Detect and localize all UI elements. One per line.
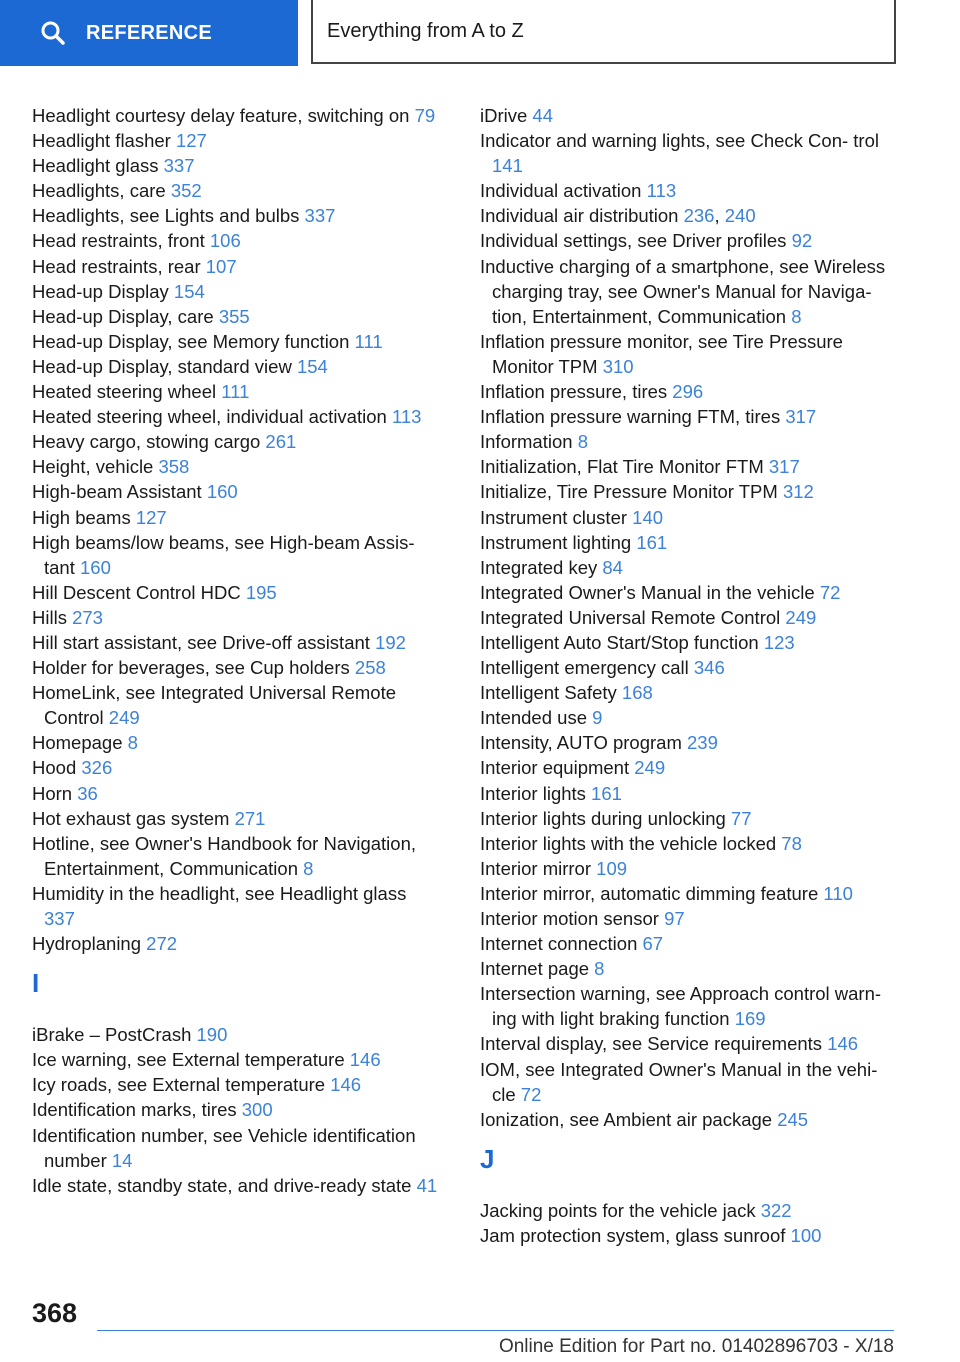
- index-entry-term: Indicator and warning lights, see Check Con- trol: [480, 130, 879, 152]
- index-entry: [32, 931, 442, 956]
- page-link[interactable]: 110: [823, 882, 853, 904]
- index-entry: Individual air distribution 236, 240: [480, 205, 756, 227]
- page-link[interactable]: 352: [170, 180, 202, 202]
- page-link[interactable]: 245: [777, 1108, 809, 1130]
- index-entry: [32, 479, 442, 504]
- index-entry: [480, 781, 900, 806]
- page-link[interactable]: 36: [77, 782, 98, 804]
- index-entry-term: Information: [480, 431, 578, 453]
- page-link[interactable]: 146: [349, 1049, 381, 1071]
- page-link[interactable]: 249: [108, 707, 140, 729]
- index-entry: [32, 379, 442, 404]
- page-link[interactable]: 337: [163, 155, 195, 177]
- index-entry-term: Icy roads, see External temperature: [32, 1074, 331, 1096]
- index-entry: [32, 203, 442, 228]
- index-entry-term: Heated steering wheel: [32, 381, 222, 403]
- page-link[interactable]: 249: [785, 606, 817, 628]
- index-entry: [32, 279, 442, 304]
- index-column-left: [32, 103, 442, 1198]
- index-entry-term: High beams: [32, 506, 136, 528]
- index-entry: [480, 103, 900, 128]
- index-entry: [480, 1107, 900, 1132]
- index-entry: [480, 956, 900, 981]
- index-entry: [480, 454, 900, 479]
- page-link[interactable]: 127: [135, 506, 167, 528]
- page-link[interactable]: 312: [782, 481, 814, 503]
- page-link[interactable]: 79: [414, 105, 436, 126]
- page-link[interactable]: 169: [734, 1008, 766, 1030]
- index-entry: [32, 103, 442, 128]
- index-entry: [32, 1047, 442, 1072]
- index-entry-term: Identification number, see Vehicle identification number: [32, 1124, 416, 1171]
- page-link[interactable]: 44: [532, 105, 553, 126]
- index-entry: [480, 806, 900, 831]
- index-entry-term: Instrument cluster: [480, 506, 633, 528]
- chapter-title: Everything from A to Z: [311, 0, 896, 64]
- index-entry-term: Intersection warning, see Approach control warn- ing with light braking function: [480, 983, 882, 1030]
- index-entry-term: Hydroplaning: [32, 933, 147, 955]
- page-link[interactable]: 239: [687, 732, 718, 754]
- index-entry-term: Interior mirror: [480, 857, 597, 879]
- page-link[interactable]: 109: [596, 857, 628, 879]
- index-entry: [32, 254, 442, 279]
- index-entry-term: Interior motion sensor: [480, 908, 665, 929]
- index-entry-term: Horn: [32, 782, 78, 804]
- index-entry: [32, 605, 442, 630]
- index-entry: [32, 153, 442, 178]
- index-entry: [32, 228, 442, 253]
- page-link[interactable]: 141: [492, 155, 523, 177]
- page-link[interactable]: 160: [206, 481, 238, 503]
- index-entry: [480, 254, 900, 329]
- index-entry: [480, 931, 900, 956]
- reference-tab[interactable]: [0, 0, 298, 66]
- index-entry: [480, 655, 900, 680]
- index-entry-term: Integrated Owner's Manual in the vehicle: [480, 581, 820, 603]
- page-link[interactable]: 77: [730, 807, 752, 829]
- page-link[interactable]: 72: [819, 581, 841, 603]
- page-link[interactable]: 106: [209, 230, 241, 252]
- page-link[interactable]: 161: [591, 782, 622, 804]
- page-link[interactable]: 317: [785, 406, 817, 428]
- page-link[interactable]: 337: [304, 205, 336, 227]
- page-link[interactable]: 358: [158, 456, 190, 478]
- index-entry-term: Hill start assistant, see Drive-off assistant: [32, 631, 376, 653]
- index-entry-term: Hood: [32, 757, 82, 779]
- index-entry-term: Head restraints, rear: [32, 255, 206, 277]
- edition-footer: Online Edition for Part no. 01402896703 - X/18: [498, 1336, 894, 1357]
- index-entry: [32, 454, 442, 479]
- index-entry: [32, 806, 442, 831]
- page-link[interactable]: 296: [672, 381, 704, 403]
- page-link[interactable]: 146: [827, 1033, 859, 1055]
- index-entry-term: Hot exhaust gas system: [32, 807, 235, 829]
- page-link[interactable]: 258: [354, 657, 386, 679]
- index-entry: [480, 981, 900, 1031]
- index-entry: [32, 178, 442, 203]
- index-entry: [32, 329, 442, 354]
- page-link[interactable]: 146: [330, 1074, 362, 1096]
- index-entry: [480, 705, 900, 730]
- index-entry: [480, 1223, 900, 1248]
- index-entry: [32, 530, 442, 580]
- index-entry-term: Headlight flasher: [32, 130, 176, 152]
- index-entry: [480, 404, 900, 429]
- page-link[interactable]: 190: [196, 1024, 228, 1046]
- index-entry: [32, 354, 442, 379]
- index-entry: [32, 655, 442, 680]
- index-entry: [32, 404, 442, 429]
- index-entry: [32, 1022, 442, 1047]
- index-entry-term: High-beam Assistant: [32, 481, 207, 503]
- index-entry: [480, 1031, 900, 1056]
- index-entry-term: Identification marks, tires: [32, 1099, 242, 1121]
- index-letter-heading: J: [480, 1143, 495, 1174]
- index-entry-term: Intelligent Safety: [480, 682, 622, 704]
- page-link[interactable]: 236: [683, 205, 715, 227]
- index-entry-term: Interior lights during unlocking: [480, 807, 731, 829]
- index-entry-term: Ice warning, see External temperature: [32, 1049, 350, 1071]
- index-entry: [32, 781, 442, 806]
- index-entry: [480, 881, 900, 906]
- page-link[interactable]: 249: [634, 757, 666, 779]
- page-link[interactable]: 8: [594, 958, 605, 980]
- index-letter-heading: I: [32, 968, 40, 999]
- index-entry-term: Head-up Display, see Memory function: [32, 330, 355, 352]
- page-link[interactable]: 273: [72, 606, 103, 628]
- index-entry: [480, 1198, 900, 1223]
- page-link[interactable]: 192: [375, 631, 406, 653]
- page-link[interactable]: 9: [592, 707, 603, 729]
- index-entry-term: Jacking points for the vehicle jack: [480, 1199, 761, 1221]
- page-link[interactable]: 154: [173, 280, 205, 302]
- page-link[interactable]: 41: [416, 1174, 438, 1196]
- page-link[interactable]: 127: [175, 130, 207, 152]
- index-entry: [32, 505, 442, 530]
- page-link[interactable]: 272: [146, 933, 178, 955]
- page-link[interactable]: 310: [602, 355, 634, 377]
- index-column-right: [480, 103, 900, 1248]
- index-entry-term: Interval display, see Service requirements: [480, 1033, 828, 1055]
- index-entry: [32, 580, 442, 605]
- index-entry-term: iBrake – PostCrash: [32, 1024, 197, 1046]
- index-entry-term: Humidity in the headlight, see Headlight glass: [32, 882, 407, 904]
- index-entry: [480, 479, 900, 504]
- page-link[interactable]: 317: [768, 456, 800, 478]
- index-entry-term: Hotline, see Owner's Handbook for Navigation, Entertainment, Communication: [32, 832, 417, 879]
- index-entry-term: Initialization, Flat Tire Monitor FTM: [480, 456, 769, 478]
- index-entry-term: Homepage: [32, 732, 128, 754]
- index-entry: [480, 329, 900, 379]
- index-entry: [32, 429, 442, 454]
- page-link[interactable]: 346: [693, 657, 725, 679]
- index-entry: [480, 831, 900, 856]
- index-entry-term: Individual activation: [480, 180, 647, 202]
- index-entry-term: Initialize, Tire Pressure Monitor TPM: [480, 481, 783, 503]
- page-link[interactable]: 168: [621, 682, 653, 704]
- index-entry: [480, 680, 900, 705]
- index-entry-term: Inductive charging of a smartphone, see Wireless charging tray, see Owner's Manual for Naviga- tion, Entertainment, Communication: [480, 255, 886, 327]
- page-link[interactable]: 8: [303, 857, 314, 879]
- index-entry-term: Internet page: [480, 958, 595, 980]
- page-link[interactable]: 97: [664, 908, 685, 929]
- page-link[interactable]: 100: [790, 1224, 822, 1246]
- index-entry-term: Internet connection: [480, 933, 643, 955]
- page-link[interactable]: 113: [391, 406, 422, 428]
- index-entry-term: Heated steering wheel, individual activation: [32, 406, 392, 428]
- index-entry-term: Head-up Display, care: [32, 305, 219, 327]
- page-link[interactable]: 72: [520, 1083, 542, 1105]
- index-entry: [32, 304, 442, 329]
- index-entry-term: HomeLink, see Integrated Universal Remote Control: [32, 682, 397, 729]
- index-entry: [32, 1097, 442, 1122]
- index-entry: [32, 630, 442, 655]
- page-link[interactable]: 161: [636, 531, 668, 553]
- page-link[interactable]: 326: [81, 757, 113, 779]
- index-entry-term: High beams/low beams, see High-beam Assis- tant: [32, 531, 415, 578]
- index-entry-term: IOM, see Integrated Owner's Manual in the vehi- cle: [480, 1058, 878, 1105]
- page-link[interactable]: 92: [791, 230, 813, 252]
- section-label: REFERENCE: [86, 21, 213, 44]
- index-entry-term: Interior equipment: [480, 757, 635, 779]
- footer-divider: [97, 1330, 894, 1331]
- page-link[interactable]: 322: [760, 1199, 792, 1221]
- page-number: 368: [32, 1298, 78, 1328]
- page-link[interactable]: 78: [781, 832, 802, 854]
- index-entry: [32, 1123, 442, 1173]
- index-entry: [480, 505, 900, 530]
- index-entry-term: Head-up Display: [32, 280, 174, 302]
- index-entry: [480, 856, 900, 881]
- index-entry-term: Head-up Display, standard view: [32, 355, 297, 377]
- index-entry-term: Interior mirror, automatic dimming feature: [480, 882, 824, 904]
- page-link[interactable]: 195: [245, 581, 277, 603]
- page-link[interactable]: 300: [241, 1099, 273, 1121]
- page-link[interactable]: 240: [724, 205, 756, 227]
- index-entry-term: Heavy cargo, stowing cargo: [32, 431, 266, 453]
- index-entry-term: Head restraints, front: [32, 230, 210, 252]
- index-entry-term: Headlights, see Lights and bulbs: [32, 205, 305, 227]
- index-entry-term: iDrive: [480, 105, 533, 126]
- index-entry: [32, 1173, 442, 1198]
- index-entry: [480, 128, 900, 178]
- index-entry-term: Holder for beverages, see Cup holders: [32, 657, 355, 679]
- index-entry-term: Idle state, standby state, and drive-ready state: [32, 1174, 417, 1196]
- index-entry-term: Individual settings, see Driver profiles: [480, 230, 792, 252]
- index-entry-term: Height, vehicle: [32, 456, 159, 478]
- page-link[interactable]: 111: [354, 330, 383, 352]
- page-link[interactable]: 261: [265, 431, 297, 453]
- page-link[interactable]: 337: [44, 908, 75, 929]
- index-entry: [32, 1072, 442, 1097]
- page-link[interactable]: 123: [763, 631, 795, 653]
- index-entry: [480, 379, 900, 404]
- index-entry-term: Hills: [32, 606, 73, 628]
- index-entry: [480, 530, 900, 555]
- index-entry-term: Intelligent Auto Start/Stop function: [480, 631, 764, 653]
- index-entry-term: Instrument lighting: [480, 531, 637, 553]
- index-entry: [480, 906, 900, 931]
- page-link[interactable]: 84: [602, 556, 623, 578]
- index-entry-term: Inflation pressure, tires: [480, 381, 673, 403]
- index-entry-term: Ionization, see Ambient air package: [480, 1108, 778, 1130]
- index-entry-term: Hill Descent Control HDC: [32, 581, 246, 603]
- page-link[interactable]: 67: [642, 933, 664, 955]
- index-entry: [32, 755, 442, 780]
- page-link[interactable]: 8: [127, 732, 138, 754]
- index-entry: [32, 680, 442, 730]
- index-entry: [32, 128, 442, 153]
- index-entry-term: Intelligent emergency call: [480, 657, 694, 679]
- index-entry: [480, 630, 900, 655]
- index-entry: [480, 228, 900, 253]
- index-entry: [480, 178, 900, 203]
- index-entry-term: Inflation pressure warning FTM, tires: [480, 406, 786, 428]
- index-entry: [480, 605, 900, 630]
- page-link[interactable]: 8: [791, 305, 802, 327]
- index-entry: [480, 1057, 900, 1107]
- page-link[interactable]: 14: [111, 1149, 133, 1171]
- page-link[interactable]: 154: [296, 355, 328, 377]
- index-entry-term: Interior lights: [480, 782, 592, 804]
- index-entry: [480, 429, 900, 454]
- index-entry-term: Jam protection system, glass sunroof: [480, 1224, 791, 1246]
- page-link[interactable]: 113: [646, 180, 677, 202]
- index-entry-term: Integrated key: [480, 556, 603, 578]
- index-entry-term: Integrated Universal Remote Control: [480, 606, 786, 628]
- index-entry: [32, 730, 442, 755]
- index-entry: [32, 881, 442, 931]
- index-entry: [480, 555, 900, 580]
- page-link[interactable]: 8: [577, 431, 588, 453]
- index-entry: [480, 755, 900, 780]
- page-link[interactable]: 271: [234, 807, 266, 829]
- search-icon: [40, 20, 66, 46]
- index-entry: [32, 831, 442, 881]
- index-entry-term: Intended use: [480, 707, 593, 729]
- page-link[interactable]: 355: [218, 305, 250, 327]
- page-link[interactable]: 111: [221, 381, 250, 403]
- index-entry-term: Intensity, AUTO program: [480, 732, 688, 754]
- index-entry-term: Headlight courtesy delay feature, switching on: [32, 105, 415, 126]
- index-entry-term: Headlight glass: [32, 155, 164, 177]
- index-entry-term: Inflation pressure monitor, see Tire Pressure Monitor TPM: [480, 330, 843, 377]
- page-link[interactable]: 160: [80, 556, 111, 578]
- index-entry-term: Interior lights with the vehicle locked: [480, 832, 782, 854]
- index-entry-term: Individual air distribution: [480, 205, 684, 227]
- page-link[interactable]: 140: [632, 506, 664, 528]
- index-entry: [480, 730, 900, 755]
- index-entry-term: Headlights, care: [32, 180, 171, 202]
- page-link[interactable]: 107: [205, 255, 237, 277]
- index-entry: [480, 580, 900, 605]
